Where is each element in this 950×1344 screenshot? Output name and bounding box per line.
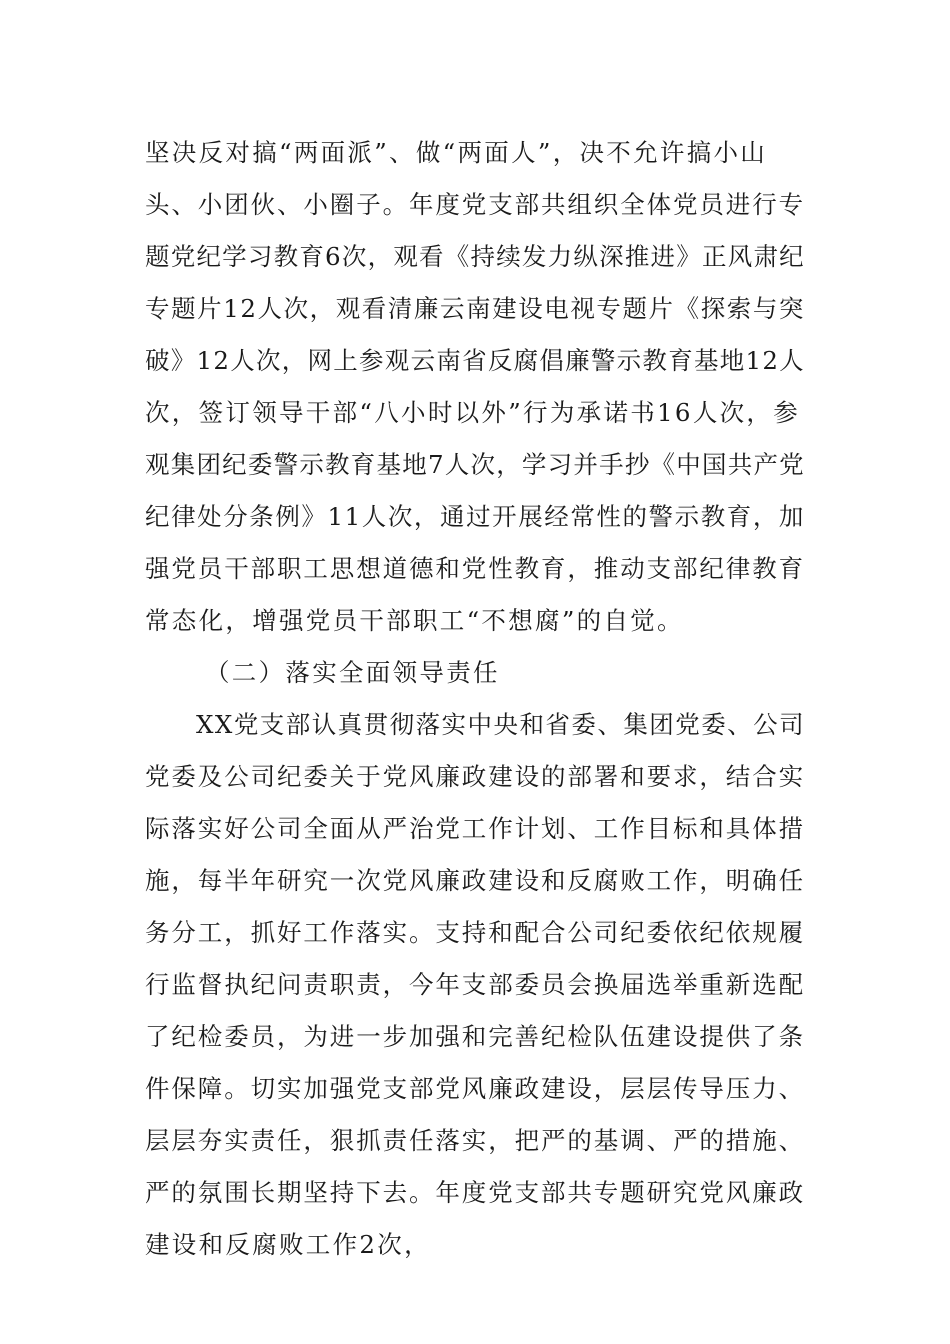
body-line: XX党支部认真贯彻落实中央和省委、集团党委、公司 bbox=[196, 710, 806, 739]
body-line: 党委及公司纪委关于党风廉政建设的部署和要求，结合实 bbox=[145, 762, 805, 791]
section-heading: （二）落实全面领导责任 bbox=[205, 658, 500, 687]
body-line: 件保障。切实加强党支部党风廉政建设，层层传导压力、 bbox=[145, 1074, 805, 1103]
body-line: 头、小团伙、小圈子。年度党支部共组织全体党员进行专 bbox=[145, 190, 805, 219]
body-line: 常态化，增强党员干部职工“不想腐”的自觉。 bbox=[145, 606, 684, 635]
body-line: 了纪检委员，为进一步加强和完善纪检队伍建设提供了条 bbox=[145, 1022, 805, 1051]
body-line: 次，签订领导干部“八小时以外”行为承诺书16人次，参 bbox=[145, 398, 801, 427]
body-line: 专题片12人次，观看清廉云南建设电视专题片《探索与突 bbox=[145, 294, 805, 323]
body-line: 严的氛围长期坚持下去。年度党支部共专题研究党风廉政 bbox=[145, 1178, 805, 1207]
body-line: 行监督执纪问责职责，今年支部委员会换届选举重新选配 bbox=[145, 970, 805, 999]
body-line: 破》12人次，网上参观云南省反腐倡廉警示教育基地12人 bbox=[145, 346, 805, 375]
body-line: 施，每半年研究一次党风廉政建设和反腐败工作，明确任 bbox=[145, 866, 805, 895]
body-line: 纪律处分条例》11人次，通过开展经常性的警示教育，加 bbox=[145, 502, 805, 531]
body-line: 观集团纪委警示教育基地7人次，学习并手抄《中国共产党 bbox=[145, 450, 805, 479]
body-line: 坚决反对搞“两面派”、做“两面人”，决不允许搞小山 bbox=[145, 138, 768, 167]
body-line: 务分工，抓好工作落实。支持和配合公司纪委依纪依规履 bbox=[145, 918, 805, 947]
body-line: 强党员干部职工思想道德和党性教育，推动支部纪律教育 bbox=[145, 554, 805, 583]
body-line: 建设和反腐败工作2次， bbox=[145, 1230, 431, 1259]
body-line: 题党纪学习教育6次，观看《持续发力纵深推进》正风肃纪 bbox=[145, 242, 805, 271]
body-line: 际落实好公司全面从严治党工作计划、工作目标和具体措 bbox=[145, 814, 805, 843]
body-line: 层层夯实责任，狠抓责任落实，把严的基调、严的措施、 bbox=[145, 1126, 805, 1155]
